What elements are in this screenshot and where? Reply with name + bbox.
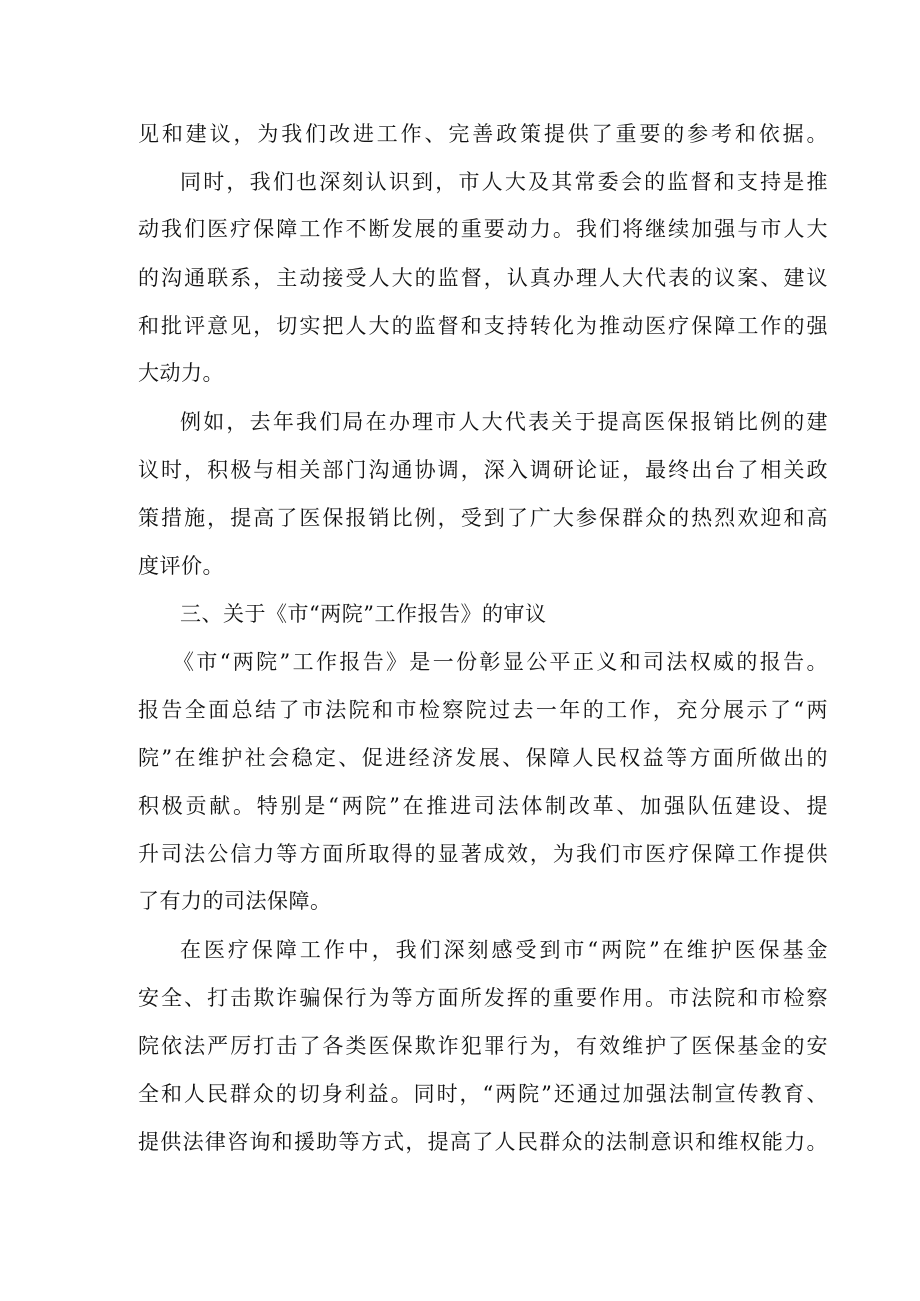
text-line: 院”在维护社会稳定、促进经济发展、保障人民权益等方面所做出的 — [138, 746, 828, 770]
text-line: 议时，积极与相关部门沟通协调，深入调研论证，最终出台了相关政 — [138, 458, 828, 482]
paragraph-start-line: 例如，去年我们局在办理市人大代表关于提高医保报销比例的建 — [180, 410, 828, 434]
text-line: 了有力的司法保障。 — [138, 889, 332, 913]
text-line: 见和建议，为我们改进工作、完善政策提供了重要的参考和依据。 — [138, 122, 828, 146]
text-line: 安全、打击欺诈骗保行为等方面所发挥的重要作用。市法院和市检察 — [138, 986, 828, 1010]
text-line: 大动力。 — [138, 361, 224, 385]
text-line: 策措施，提高了医保报销比例，受到了广大参保群众的热烈欢迎和高 — [138, 506, 828, 530]
text-line: 度评价。 — [138, 554, 224, 578]
text-line: 积极贡献。特别是“两院”在推进司法体制改革、加强队伍建设、提 — [138, 794, 828, 818]
text-line: 报告全面总结了市法院和市检察院过去一年的工作，充分展示了“两 — [138, 698, 828, 722]
text-line: 和批评意见，切实把人大的监督和支持转化为推动医疗保障工作的强 — [138, 314, 828, 338]
paragraph-start-line: 在医疗保障工作中，我们深刻感受到市“两院”在维护医保基金 — [180, 938, 828, 962]
text-line: 全和人民群众的切身利益。同时，“两院”还通过加强法制宣传教育、 — [138, 1082, 828, 1106]
section-heading: 三、关于《市“两院”工作报告》的审议 — [180, 602, 547, 626]
paragraph-start-line: 同时，我们也深刻认识到，市人大及其常委会的监督和支持是推 — [180, 170, 828, 194]
text-line: 提供法律咨询和援助等方式，提高了人民群众的法制意识和维权能力。 — [138, 1130, 828, 1154]
text-line: 动我们医疗保障工作不断发展的重要动力。我们将继续加强与市人大 — [138, 217, 828, 241]
text-line: 的沟通联系，主动接受人大的监督，认真办理人大代表的议案、建议 — [138, 266, 828, 290]
text-line: 院依法严厉打击了各类医保欺诈犯罪行为，有效维护了医保基金的安 — [138, 1034, 828, 1058]
text-line: 升司法公信力等方面所取得的显著成效，为我们市医疗保障工作提供 — [138, 842, 828, 866]
paragraph-start-line: 《市“两院”工作报告》是一份彰显公平正义和司法权威的报告。 — [173, 650, 828, 674]
